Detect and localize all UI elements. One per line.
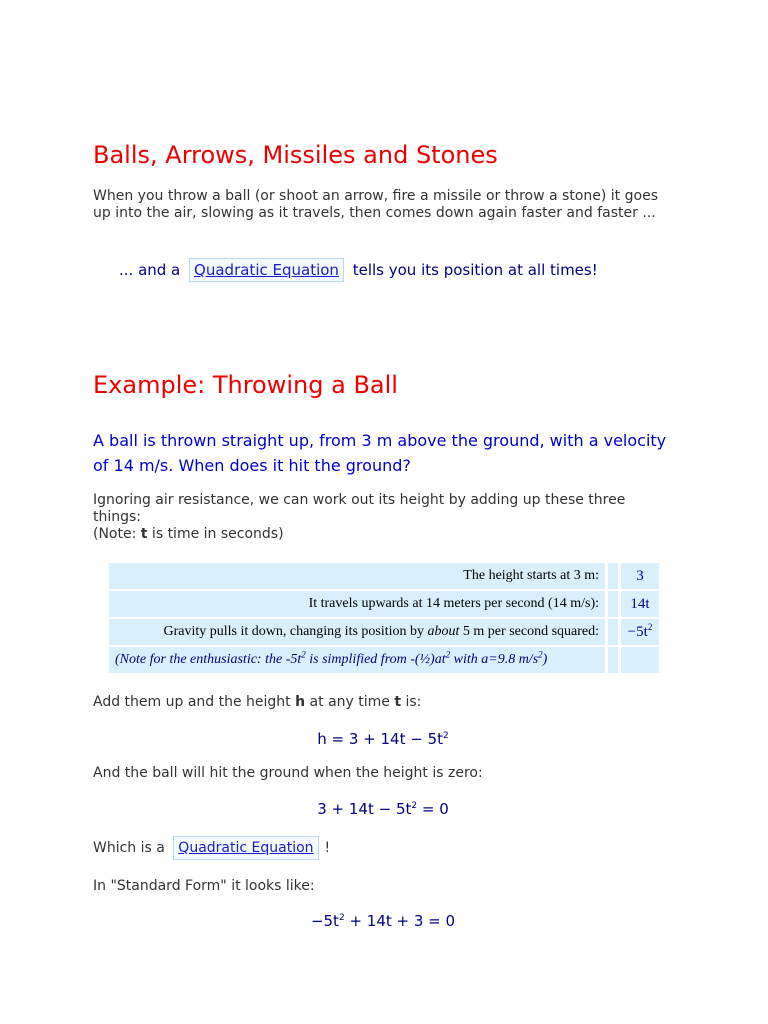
table-row: [109, 563, 659, 589]
row-gap: [605, 647, 618, 673]
heading-balls-arrows: Balls, Arrows, Missiles and Stones: [93, 141, 498, 169]
zero-equation: [93, 799, 673, 819]
addup-part: at any time: [305, 694, 395, 710]
ignoring-line: Ignoring air resistance, we can work out its height by adding up these three things:: [93, 492, 626, 525]
value-exponent: 2: [647, 621, 653, 632]
note-part: ): [542, 652, 548, 667]
row-desc: It travels upwards at 14 meters per second (14 m/s):: [109, 591, 605, 617]
eq-exponent: 2: [411, 801, 418, 811]
table-row: [109, 647, 659, 673]
add-up-paragraph: [93, 694, 673, 711]
note-t: t: [140, 526, 148, 542]
eq-base: −5t: [310, 912, 339, 930]
heading-example: Example: Throwing a Ball: [93, 371, 398, 399]
height-equation: [93, 729, 673, 749]
value-base: −5t: [627, 623, 648, 640]
row-desc: The height starts at 3 m:: [109, 563, 605, 589]
callout-line: [119, 258, 699, 282]
eq-base: h = 3 + 14t − 5t: [317, 730, 444, 748]
note-close: is time in seconds): [147, 526, 284, 542]
eq-base: 3 + 14t − 5t: [317, 800, 412, 818]
addup-part: is:: [401, 694, 422, 710]
row-desc: [109, 619, 605, 645]
height-components-table: [109, 561, 659, 675]
addup-h: h: [295, 694, 306, 710]
standard-form-paragraph: In "Standard Form" it looks like:: [93, 878, 315, 894]
note-exp: 2: [538, 649, 543, 660]
row-value: [618, 619, 659, 645]
addup-part: Add them up and the height: [93, 694, 296, 710]
note-exp: 2: [445, 649, 451, 660]
whichis-before: Which is a: [93, 840, 165, 856]
row-value: 14t: [618, 591, 659, 617]
whichis-after: !: [324, 840, 331, 856]
row-gap: [605, 591, 618, 617]
note-exp: 2: [301, 649, 306, 660]
row-gap: [605, 563, 618, 589]
eq-tail: = 0: [417, 800, 449, 818]
ignoring-paragraph: [93, 492, 673, 543]
ground-paragraph: And the ball will hit the ground when the height is zero:: [93, 765, 483, 781]
note-part: (Note for the enthusiastic: the -5t: [115, 652, 302, 667]
which-is-paragraph: [93, 836, 673, 860]
note-part: with a=9.8 m/s: [450, 652, 539, 667]
callout-after: tells you its position at all times!: [352, 261, 598, 279]
row-gap: [605, 619, 618, 645]
callout-before: ... and a: [119, 261, 181, 279]
eq-exponent: 2: [338, 913, 345, 923]
row-value-empty: [618, 647, 659, 673]
quadratic-equation-link[interactable]: Quadratic Equation: [194, 261, 339, 279]
note-part: is simplified from -(½)at: [305, 652, 446, 667]
eq-tail: + 14t + 3 = 0: [344, 912, 456, 930]
table-row: [109, 619, 659, 645]
row-value: 3: [618, 563, 659, 589]
table-row: [109, 591, 659, 617]
quadratic-equation-link[interactable]: Quadratic Equation: [178, 840, 314, 856]
note-open: (Note:: [93, 526, 141, 542]
desc-emphasis: about: [427, 624, 460, 639]
enthusiast-note: [109, 647, 605, 673]
question-text: A ball is thrown straight up, from 3 m above the ground, with a velocity of 14 m/s. When does it hit the ground?: [93, 431, 667, 475]
desc-part: 5 m per second squared:: [459, 624, 599, 639]
intro-paragraph: When you throw a ball (or shoot an arrow, fire a missile or throw a stone) it goes up into the air, slowing as it travels, then comes down again faster and faster ...: [93, 188, 658, 221]
eq-exponent: 2: [443, 731, 449, 741]
addup-t: t: [394, 694, 402, 710]
desc-part: Gravity pulls it down, changing its position by: [163, 624, 428, 639]
quadratic-link-box[interactable]: [173, 836, 318, 860]
standard-form-equation: [93, 911, 673, 931]
quadratic-link-box[interactable]: [189, 258, 344, 282]
